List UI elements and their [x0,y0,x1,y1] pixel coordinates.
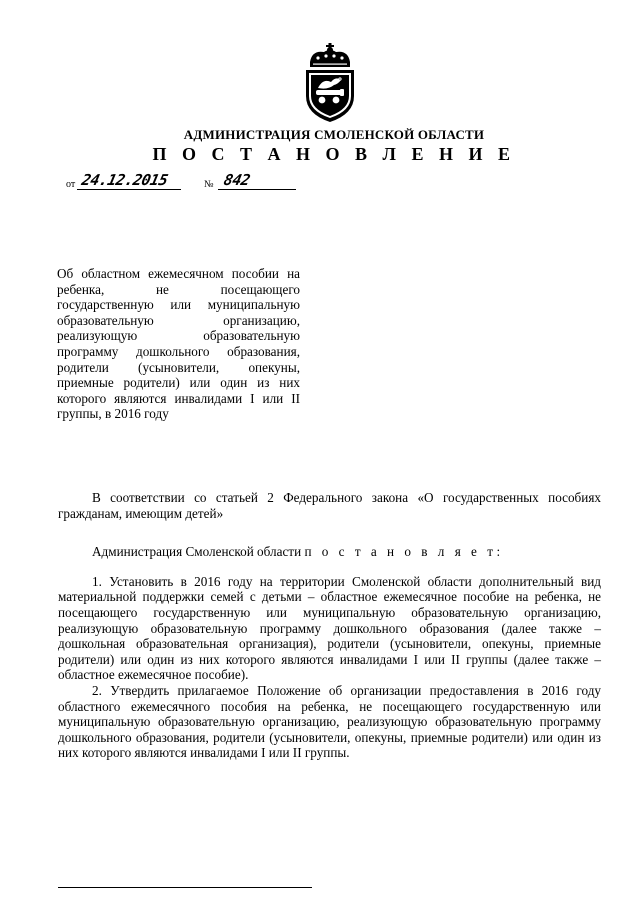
document-subject [57,266,300,422]
coat-of-arms-icon [296,40,364,126]
number-handwritten: 842 [222,171,252,189]
date-label: от [66,179,76,190]
document-body [58,490,601,761]
organization-title: АДМИНИСТРАЦИЯ СМОЛЕНСКОЙ ОБЛАСТИ [183,127,485,142]
date-number-line [66,172,306,194]
preamble-paragraph: В соответствии со статьей 2 Федерального закона «О государственных пособиях гражданам, имеющим детей» [58,490,601,521]
admin-intro: Администрация Смоленской области [92,544,302,560]
item-2-paragraph: 2. Утвердить прилагаемое Положение об организации предоставления в 2016 году областного ежемесячного пособия на ребенка, не посещающего государственную или муниципальную образовательную организацию, реализующую образовательную программу дошкольного образования, родители (усыновители, опекуны, приемные родители) или один из них которого являются инвалидами I или II группы. [58,682,601,761]
item-1-paragraph: 1. Установить в 2016 году на территории Смоленской области дополнительный вид материальной поддержки семей с детьми – областное ежемесячное пособие на ребенка, не посещающего государственную или муниципальную образовательную организацию, реализующую образовательную программу дошкольного образования (далее также – дошкольная образовательная организация), родители (усыновители, опекуны, приемные родители) или один из них которого являются инвалидами I или II группы (далее также – областное ежемесячное пособие). [58,573,601,683]
document-type-title: П О С Т А Н О В Л Е Н И Е [152,144,516,164]
resolution-line [58,544,601,560]
date-handwritten: 24.12.2015 [80,171,170,189]
footer-rule [58,887,312,888]
number-label: № [204,179,214,190]
resolves-word: п о с т а н о в л я е т: [304,544,504,560]
subject-text: Об областном ежемесячном пособии на ребенка, не посещающего государственную или муниципальную образовательную организацию, реализующую образовательную программу дошкольного образования, родители (усыновители, опекуны, приемные родители) или один из них которого являются инвалидами I или II группы, в 2016 году [57,266,300,422]
